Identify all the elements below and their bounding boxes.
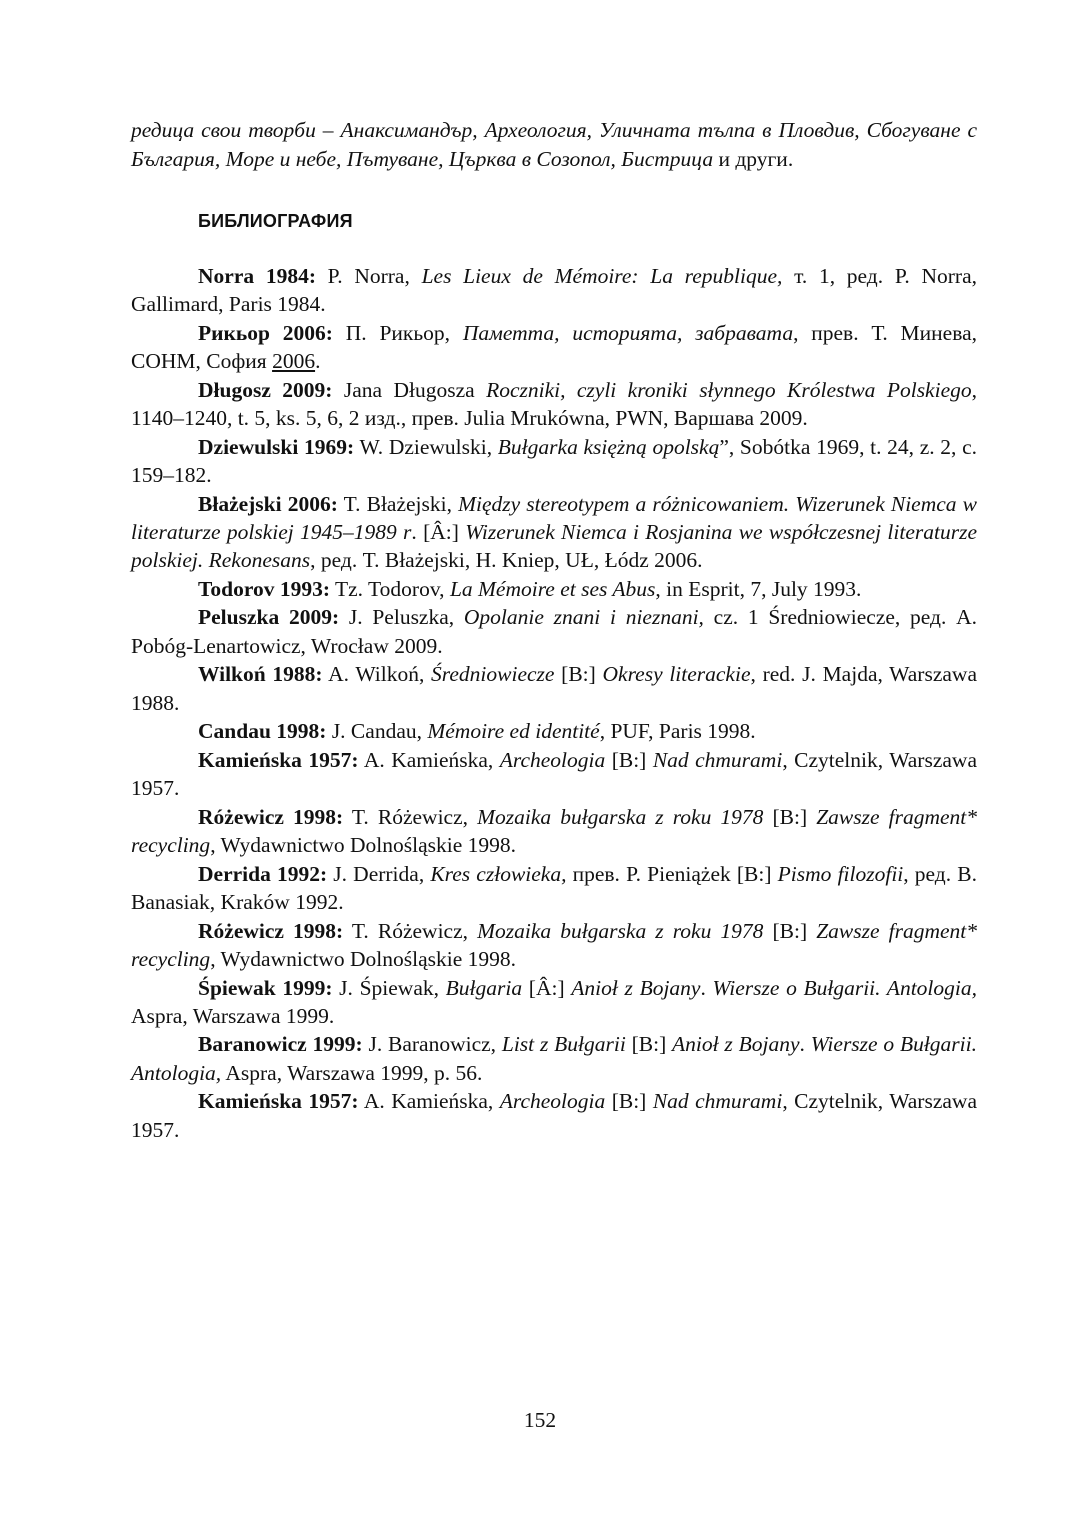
text-run: , in Esprit, 7, July 1993. (655, 576, 862, 601)
title-text: Wiersze o Bułgarii. Antologia, (131, 1032, 977, 1085)
title-text: Między stereotypem a różnicowaniem. Wizerunek Niemca w literaturze polskiej 1945–1989 r (131, 491, 977, 544)
title-text: Nad chmurami (652, 1089, 783, 1114)
page-body (131, 116, 977, 1144)
entry-key: Wilkoń 1988: (198, 662, 323, 687)
title-text: Wizerunek Niemca i Rosjanina we współczesnej literaturze polskiej. Rekonesans (131, 519, 978, 573)
bibliography-entry (131, 803, 977, 859)
intro-paragraph (131, 116, 977, 174)
bibliography-entry (131, 433, 977, 489)
entry-key: Śpiewak 1999: (198, 975, 333, 1000)
text-run: , ред. B. Banasiak, Kraków 1992. (131, 861, 977, 914)
text-run: , Czytelnik, Warszawa 1957. (131, 1089, 977, 1142)
bibliography-entry (131, 746, 977, 802)
entry-key: Dziewulski 1969: (198, 434, 355, 459)
text-run: Aspra, Warszawa 1999, p. 56. (221, 1060, 483, 1085)
text-run: ”, Sobótka 1969, t. 24, z. 2, c. 159–182. (131, 434, 977, 487)
entry-key: Peluszka 2009: (198, 605, 340, 630)
entry-key: Norra 1984: (198, 264, 316, 288)
title-text: Archeologia (499, 747, 606, 772)
text-run: прев. P. Pieniążek [B:] (566, 861, 778, 886)
text-run: A. Kamieńska, (358, 1089, 500, 1114)
text-run: [B:] (605, 1089, 653, 1114)
bibliography-entry (131, 974, 977, 1030)
title-text: Nad chmurami (652, 747, 783, 772)
entry-key: Candau 1998: (198, 719, 327, 744)
text-run: cz. 1 Średniowiecze, ред. A. Pobóg-Lenartowicz, Wrocław 2009. (131, 605, 977, 658)
text-run: A. Wilkoń, (322, 662, 432, 687)
title-text: Pismo filozofii (777, 861, 904, 886)
bibliography-entry (131, 262, 977, 318)
text-run: П. Рикьор, (332, 320, 463, 345)
bibliography-entry (131, 319, 977, 375)
text-run: Aspra, Warszawa 1999. (131, 1003, 335, 1028)
text-run: [B:] (554, 662, 603, 687)
title-text: Wiersze o Bułgarii. Antologia, (712, 975, 977, 1000)
bibliography-entry (131, 917, 977, 973)
text-run: , red. J. Majda, Warszawa 1988. (131, 662, 977, 715)
bibliography-entry (131, 376, 977, 432)
entry-key: Błażejski 2006: (198, 491, 338, 516)
title-text: Mozaika bułgarska z roku 1978 (477, 804, 764, 829)
title-text: Zawsze fragment* recycling (131, 804, 977, 858)
text-run: , прев. Т. Минева, СОНМ, София (131, 320, 977, 374)
text-run: J. Candau, (326, 719, 428, 744)
text-run: 2006 (272, 349, 316, 374)
title-text: Паметта, историята, забравата (462, 320, 794, 345)
title-text: Bułgaria (445, 975, 523, 1000)
text-run: , Wydawnictwo Dolnośląskie 1998. (210, 833, 517, 858)
text-run: A. Kamieńska, (358, 747, 500, 772)
entry-key: Todorov 1993: (198, 576, 331, 601)
title-text: Okresy literackie (602, 662, 751, 687)
entry-key: Рикьор 2006: (198, 320, 333, 345)
entry-key: Kamieńska 1957: (198, 1089, 359, 1114)
text-run: P. Norra, (315, 264, 422, 288)
text-run: , 1140–1240, t. 5, ks. 5, 6, 2 изд., прев. Julia Mrukówna, PWN, Варшава 2009. (131, 377, 977, 431)
title-text: Bułgarka księżną opolską (497, 434, 720, 459)
bibliography-entry (131, 1087, 977, 1143)
entry-key: Derrida 1992: (198, 861, 328, 886)
text-run: [B:] (763, 918, 817, 943)
title-text: Kres człowieka, (430, 861, 567, 886)
text-run: J. Derrida, (327, 861, 431, 886)
text-run: [B:] (605, 747, 653, 772)
text-run: T. Różewicz, (343, 918, 478, 943)
title-text: Średniowiecze (431, 662, 555, 687)
text-run: , Czytelnik, Warszawa 1957. (131, 747, 977, 801)
title-text: Roczniki, czyli kroniki słynnego Królestwa Polskiego (486, 377, 972, 402)
title-text: La Mémoire et ses Abus (449, 576, 656, 601)
text-run: . (799, 1032, 811, 1057)
title-text: Archeologia (499, 1089, 606, 1114)
bibliography-entry (131, 860, 977, 916)
text-run: и други. (713, 147, 794, 171)
text-run: W. Dziewulski, (354, 434, 498, 459)
text-run: J. Peluszka, (339, 605, 464, 630)
title-text: Zawsze fragment* recycling (131, 918, 977, 971)
title-text: Mémoire ed identité (427, 719, 600, 744)
entry-key: Kamieńska 1957: (198, 747, 359, 772)
text-run: т. 1, ред. P. Norra, Gallimard, Paris 1984. (131, 264, 977, 317)
text-run: T. Błażejski, (337, 491, 459, 516)
bibliography-entry (131, 1030, 977, 1086)
text-run: T. Różewicz, (343, 804, 478, 829)
entry-key: Różewicz 1998: (198, 804, 344, 829)
bibliography-entry (131, 717, 977, 745)
text-run: J. Śpiewak, (332, 975, 446, 1000)
section-heading: БИБЛИОГРАФИЯ (198, 211, 353, 231)
text-run: [B:] (763, 804, 817, 829)
text-run: [B:] (625, 1032, 673, 1057)
title-text: редица свои творби – Анаксимандър, Археология, Уличната тълпа в Пловдив, Сбогуване с България, Море и небе, Пътуване, Църква в Созопол, Бистрица (131, 118, 977, 171)
text-run: , PUF, Paris 1998. (599, 719, 756, 744)
entry-key: Baranowicz 1999: (198, 1032, 363, 1057)
title-text: List z Bułgarii (501, 1032, 626, 1057)
title-text: Opolanie znani i nieznani, (463, 605, 704, 630)
text-run: , ред. T. Błażejski, H. Kniep, UŁ, Łódz 2006. (310, 548, 703, 573)
title-text: Mozaika bułgarska z roku 1978 (477, 918, 764, 943)
bibliography-entry (131, 490, 977, 575)
title-text: Anioł z Bojany (672, 1032, 800, 1057)
bibliography-entry (131, 660, 977, 716)
text-run: [Â:] (522, 975, 572, 1000)
text-run: . (315, 349, 321, 374)
text-run: . (700, 975, 713, 1000)
bibliography-entry (131, 603, 977, 659)
title-text: Anioł z Bojany (571, 975, 701, 1000)
text-run: J. Baranowicz, (362, 1032, 502, 1057)
entry-key: Długosz 2009: (198, 377, 333, 402)
entry-key: Różewicz 1998: (198, 918, 344, 943)
bibliography-entry (131, 575, 977, 603)
page-number: 152 (523, 1408, 557, 1432)
bibliography-list (131, 262, 977, 1144)
title-text: Les Lieux de Mémoire: La republique, (421, 264, 783, 288)
text-run: , Wydawnictwo Dolnośląskie 1998. (210, 946, 517, 971)
text-run: Jana Długosza (332, 377, 487, 402)
text-run: . [Â:] (411, 519, 466, 544)
text-run: Tz. Todorov, (330, 576, 450, 601)
